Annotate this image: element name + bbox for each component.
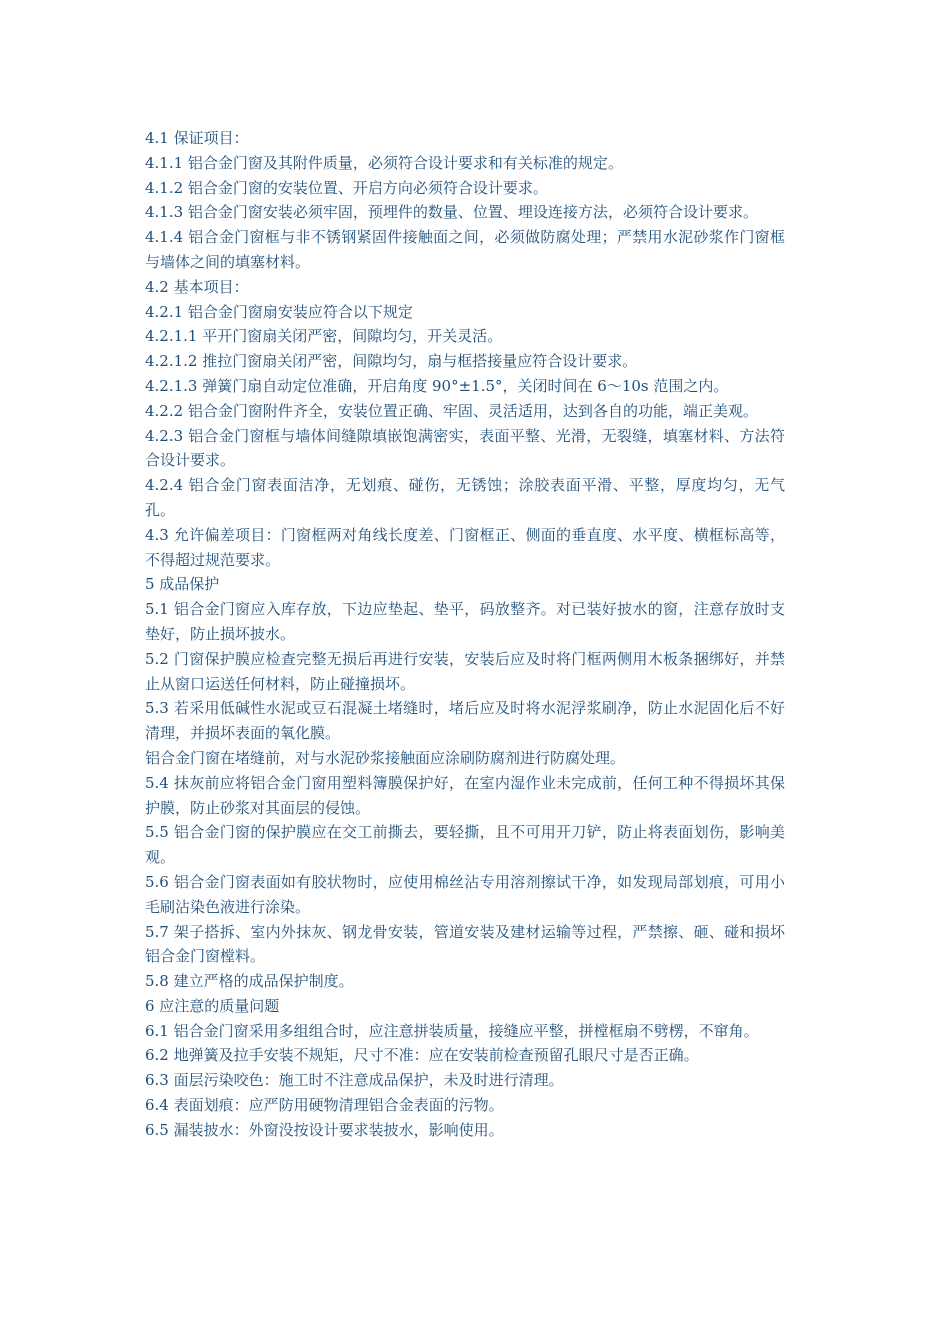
paragraph-4-2-2: 4.2.2 铝合金门窗附件齐全，安装位置正确、牢固、灵活适用，达到各自的功能，端正美观。 — [145, 401, 758, 420]
paragraph-4-2-3: 4.2.3 铝合金门窗框与墙体间缝隙填嵌饱满密实，表面平整、光滑，无裂缝，填塞材料、方法符合设计要求。 — [145, 426, 785, 470]
paragraph-4-1-2: 4.1.2 铝合金门窗的安装位置、开启方向必须符合设计要求。 — [145, 178, 548, 197]
heading-5: 5 成品保护 — [145, 575, 220, 594]
paragraph-4-1-1: 4.1.1 铝合金门窗及其附件质量，必须符合设计要求和有关标准的规定。 — [145, 153, 623, 172]
heading-6: 6 应注意的质量问题 — [145, 996, 280, 1015]
paragraph-5-6: 5.6 铝合金门窗表面如有胶状物时，应使用棉丝沾专用溶剂擦试干净，如发现局部划痕，可用小毛刷沾染色液进行涂染。 — [145, 872, 785, 916]
paragraph-5-8: 5.8 建立严格的成品保护制度。 — [145, 972, 354, 991]
paragraph-4-3: 4.3 允许偏差项目：门窗框两对角线长度差、门窗框正、侧面的垂直度、水平度、横框标高等，不得超过规范要求。 — [145, 525, 785, 569]
paragraph-4-2-1-3: 4.2.1.3 弹簧门扇自动定位准确，开启角度 90°±1.5°，关闭时间在 6～10s 范围之内。 — [145, 376, 729, 395]
paragraph-5-1: 5.1 铝合金门窗应入库存放，下边应垫起、垫平，码放整齐。对已装好披水的窗，注意存放时支垫好，防止损坏披水。 — [145, 600, 785, 643]
paragraph-5-3-note: 铝合金门窗在堵缝前，对与水泥砂浆接触面应涂刷防腐剂进行防腐处理。 — [145, 748, 626, 767]
paragraph-4-2-1-1: 4.2.1.1 平开门窗扇关闭严密，间隙均匀，开关灵活。 — [145, 327, 503, 346]
heading-4-1: 4.1 保证项目： — [145, 129, 249, 147]
paragraph-4-2-1: 4.2.1 铝合金门窗扇安装应符合以下规定 — [145, 302, 413, 321]
paragraph-4-1-4: 4.1.4 铝合金门窗框与非不锈钢紧固件接触面之间，必须做防腐处理；严禁用水泥砂浆作门窗框与墙体之间的填塞材料。 — [145, 228, 785, 271]
paragraph-4-1-3: 4.1.3 铝合金门窗安装必须牢固，预埋件的数量、位置、埋设连接方法，必须符合设计要求。 — [145, 203, 758, 222]
paragraph-5-5: 5.5 铝合金门窗的保护膜应在交工前撕去，要轻撕，且不可用开刀铲，防止将表面划伤，影响美观。 — [145, 823, 785, 867]
paragraph-6-1: 6.1 铝合金门窗采用多组组合时，应注意拼装质量，接缝应平整，拼樘框扇不劈楞，不窜角。 — [145, 1021, 759, 1040]
paragraph-5-2: 5.2 门窗保护膜应检查完整无损后再进行安装，安装后应及时将门框两侧用木板条捆绑好，并禁止从窗口运送任何材料，防止碰撞损坏。 — [145, 649, 785, 693]
paragraph-5-7: 5.7 架子搭拆、室内外抹灰、钢龙骨安装，管道安装及建材运输等过程，严禁擦、砸、碰和损坏铝合金门窗樘料。 — [145, 922, 785, 966]
paragraph-4-2-1-2: 4.2.1.2 推拉门窗扇关闭严密，间隙均匀，扇与框搭接量应符合设计要求。 — [145, 352, 638, 371]
paragraph-6-5: 6.5 漏装披水：外窗没按设计要求装披水，影响使用。 — [145, 1120, 504, 1139]
paragraph-6-3: 6.3 面层污染咬色：施工时不注意成品保护，未及时进行清理。 — [145, 1071, 564, 1090]
paragraph-4-2-4: 4.2.4 铝合金门窗表面洁净，无划痕、碰伤，无锈蚀；涂胶表面平滑、平整，厚度均匀，无气孔。 — [145, 476, 785, 519]
paragraph-5-3: 5.3 若采用低碱性水泥或豆石混凝土堵缝时，堵后应及时将水泥浮浆刷净，防止水泥固化后不好清理，并损坏表面的氧化膜。 — [145, 699, 785, 743]
paragraph-6-4: 6.4 表面划痕：应严防用硬物清理铝合金表面的污物。 — [145, 1096, 504, 1115]
paragraph-5-4: 5.4 抹灰前应将铝合金门窗用塑料簿膜保护好，在室内湿作业未完成前，任何工种不得损坏其保护膜，防止砂浆对其面层的侵蚀。 — [145, 773, 785, 817]
heading-4-2: 4.2 基本项目： — [145, 277, 249, 296]
paragraph-6-2: 6.2 地弹簧及拉手安装不规矩，尺寸不准：应在安装前检查预留孔眼尺寸是否正确。 — [145, 1046, 699, 1065]
document-body — [145, 126, 785, 1143]
